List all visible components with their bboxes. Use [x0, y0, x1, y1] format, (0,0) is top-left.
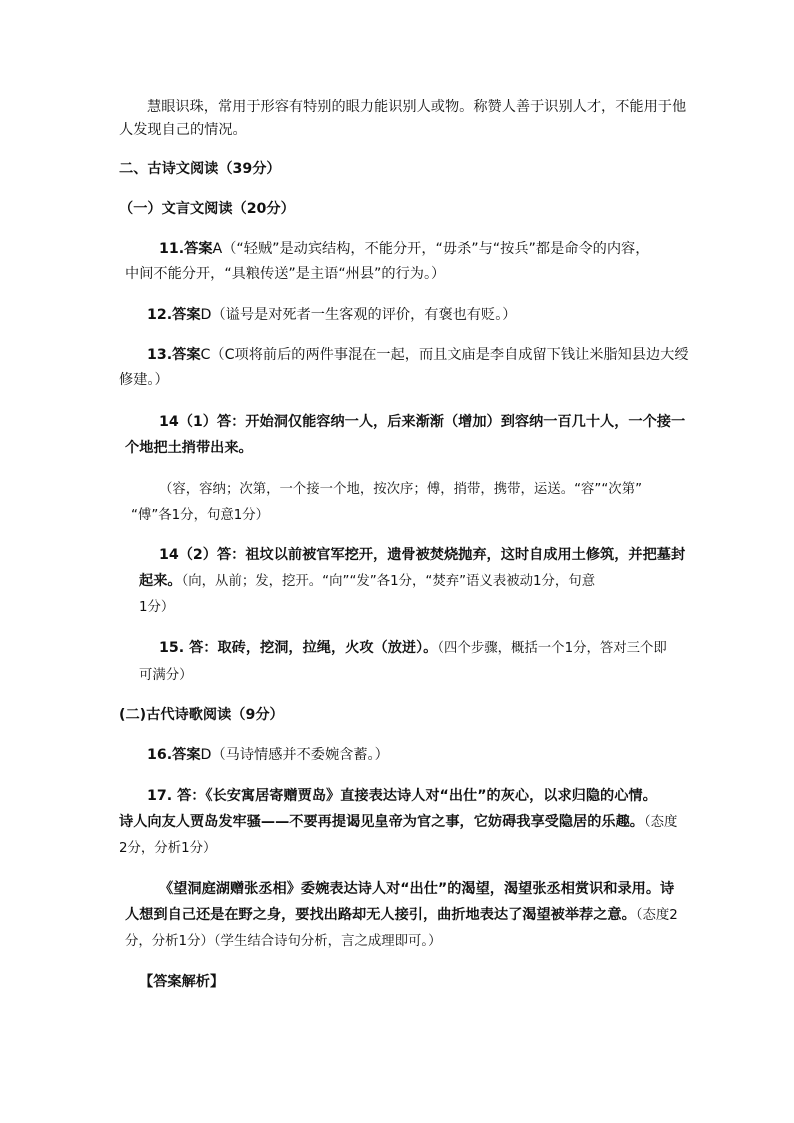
intro-line-1: 慧眼识珠，常用于形容有特别的眼力能识别人或物。称赞人善于识别人才，不能用于他	[147, 99, 687, 115]
answer-17-line-2	[119, 810, 677, 835]
answer-13-line-2: 修建。）	[119, 372, 169, 388]
answer-13-label: 13.答案	[147, 347, 201, 363]
answer-14-2-line-2-rest: （向，从前；发，挖开。“向”“发”各1分，“焚弃”语义表被动1分，句意	[181, 574, 596, 589]
section-heading: 二、古诗文阅读（39分）	[119, 161, 281, 177]
answer-analysis-label: 【答案解析】	[139, 974, 225, 990]
answer-14-1-note-line-2: “傅”各1分，句意1分）	[131, 508, 270, 523]
answer-17-line-3: 2分，分析1分）	[119, 841, 217, 856]
subsection-heading-poetry: (二)古代诗歌阅读（9分）	[119, 707, 284, 723]
answer-14-2-line-2-bold: 起来。	[139, 573, 182, 589]
answer-11-line-2: 中间不能分开，“具粮传送”是主语“州县”的行为。）	[125, 266, 446, 282]
answer-17b-line-2-bold: 人想到自己还是在野之身，要找出路却无人接引，曲折地表达了渴望被举荐之意。	[125, 907, 636, 923]
answer-17-line-2-bold: 诗人向友人贾岛发牢骚——不要再提谒见皇帝为官之事，它妨碍我享受隐居的乐趣。	[119, 814, 644, 830]
answer-15-line-1	[159, 636, 667, 661]
answer-15-line-1-rest: （四个步骤，概括一个1分，答对三个即	[437, 641, 667, 656]
answer-13-text: C（C项将前后的两件事混在一起，而且文庙是李自成留下钱让米脂知县边大绶	[200, 347, 689, 363]
answer-17-line-2-rest: （态度	[643, 815, 678, 830]
subsection-heading-classical-prose: （一）文言文阅读（20分）	[119, 201, 295, 217]
answer-17-line-1: 17. 答：《长安寓居寄赠贾岛》直接表达诗人对“出仕”的灰心，以求归隐的心情。	[147, 788, 657, 804]
answer-15-line-2: 可满分）	[139, 668, 193, 683]
intro-line-2: 人发现自己的情况。	[119, 122, 247, 138]
answer-17b-line-2-rest: （态度2	[635, 908, 678, 923]
answer-14-2-line-3: 1分）	[139, 600, 175, 615]
answer-16	[147, 743, 389, 768]
answer-14-1-line-1: 14（1）答：开始洞仅能容纳一人，后来渐渐（增加）到容纳一百几十人，一个接一	[159, 414, 686, 430]
answer-17b-line-1: 《望洞庭湖赠张丞相》委婉表达诗人对“出仕”的渴望，渴望张丞相赏识和录用。诗	[159, 881, 675, 897]
answer-14-2-line-2	[139, 569, 595, 594]
answer-17b-line-3: 分，分析1分）（学生结合诗句分析，言之成理即可。）	[125, 934, 442, 949]
answer-16-text: D（马诗情感并不委婉含蓄。）	[200, 747, 389, 763]
answer-15-line-1-bold: 15. 答：取砖，挖洞，拉绳，火攻（放迸）。	[159, 640, 438, 656]
answer-12-label: 12.答案	[147, 307, 201, 323]
answer-14-2-line-1: 14（2）答：祖坟以前被官军挖开，遗骨被焚烧抛弃，这时自成用土修筑，并把墓封	[159, 547, 686, 563]
answer-12-text: D（谥号是对死者一生客观的评价，有褒也有贬。）	[200, 307, 517, 323]
answer-17b-line-2	[125, 903, 678, 928]
answer-14-1-line-2: 个地把土捎带出来。	[125, 440, 253, 456]
answer-14-1-note-line-1: （容，容纳；次第，一个接一个地，按次序；傅，捎带，携带，运送。“容”“次第”	[159, 482, 643, 497]
answer-16-label: 16.答案	[147, 747, 201, 763]
answer-12	[147, 303, 516, 328]
answer-13-line-1	[147, 343, 689, 368]
answer-11-text: A（“轻贼”是动宾结构，不能分开，“毋杀”与“按兵”都是命令的内容，	[212, 241, 650, 257]
answer-11-label: 11.答案	[159, 241, 213, 257]
answer-11-line-1	[159, 237, 649, 262]
